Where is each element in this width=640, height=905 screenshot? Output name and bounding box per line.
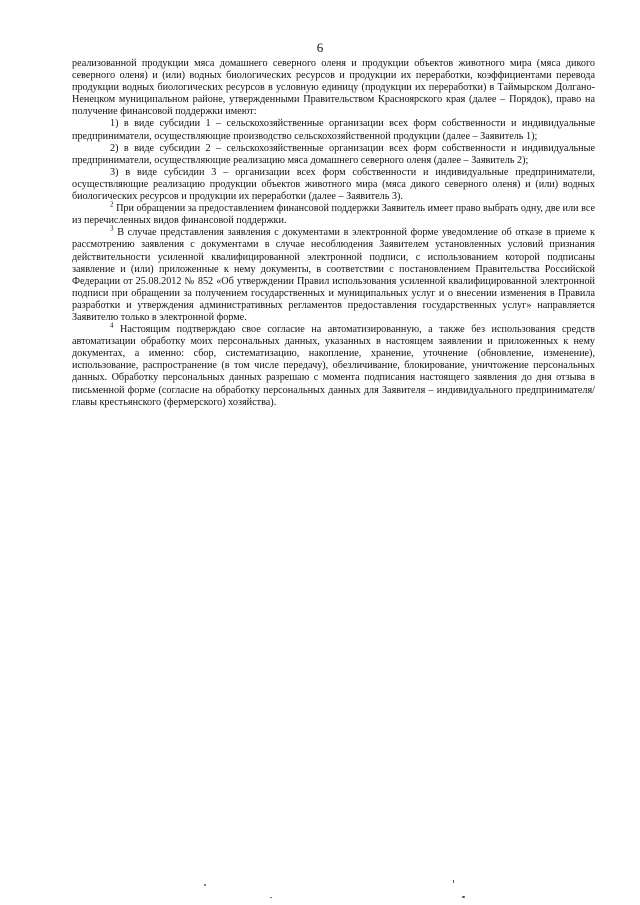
- footnote-mark: 4: [110, 321, 114, 330]
- footnote-text: Настоящим подтверждаю свое согласие на автоматизированную, а также без использования средств автоматизации обработку моих персональных данных, указанных в настоящем заявлении и приложенных к нему документах, а именно: сбор, систематизацию, накопление, хранение, уточнение (обновление, изменение), использование, распространение (в том числе передачу), обезличивание, блокирование, уничтожение персональных данных. Обработку персональных данных разрешаю с момента подписания настоящего заявления до дня отзыва в письменной форме (согласие на обработку персональных данных для Заявителя – индивидуального предпринимателя/главы крестьянского (фермерского) хозяйства).: [72, 324, 595, 408]
- body-paragraph-continuation: реализованной продукции мяса домашнего северного оленя и продукции объектов животного мира (мяса дикого северного оленя) и (или) водных биологических ресурсов и продукции их переработки, коэффициентами перевода продукции водных биологических ресурсов в условную единицу (продукции их переработки) в Таймырском Долгано-Ненецком муниципальном районе, утвержденными Правительством Красноярского края (далее – Порядок), право на получение финансовой поддержки имеют:: [72, 58, 595, 118]
- footnote-2: [72, 200, 595, 227]
- footnote-4: [72, 321, 595, 409]
- footnote-3: [72, 224, 595, 324]
- body-paragraph-subsidy-3: 3) в виде субсидии 3 – организации всех форм собственности и индивидуальные предприниматели, осуществляющие реализацию продукции объектов животного мира (мяса дикого северного оленя) и (или) водных биологических ресурсов и продукции их переработки (далее – Заявитель 3).: [72, 166, 595, 203]
- scan-speck: [270, 897, 272, 898]
- document-body: [72, 58, 595, 409]
- footnote-text: При обращении за предоставлением финансовой поддержки Заявитель имеет право выбрать одну, две или все из перечисленных видов финансовой поддержки.: [72, 203, 595, 227]
- footnote-mark: 3: [110, 224, 114, 233]
- footnote-text: В случае представления заявления с документами в электронной форме уведомление об отказе в приеме к рассмотрению заявления с документами в случае несоблюдения Заявителем установленных условий признания действительности усиленной квалифицированной электронной подписи, с использованием которой подписаны заявление и (или) приложенные к нему документы, в соответствии с постановлением Правительства Российской Федерации от 25.08.2012 № 852 «Об утверждении Правил использования усиленной квалифицированной электронной подписи при обращении за получением государственных и муниципальных услуг и о внесении изменения в Правила разработки и утверждения административных регламентов предоставления государственных услуг» направляется Заявителю только в электронной форме.: [72, 227, 595, 323]
- footnote-mark: 2: [110, 200, 114, 209]
- scan-speck: [462, 896, 465, 898]
- body-paragraph-subsidy-1: 1) в виде субсидии 1 – сельскохозяйственные организации всех форм собственности и индивидуальные предприниматели, осуществляющие производство сельскохозяйственной продукции (далее – Заявитель 1);: [72, 118, 595, 142]
- page-number: 6: [316, 40, 324, 55]
- body-paragraph-subsidy-2: 2) в виде субсидии 2 – сельскохозяйственные организации всех форм собственности и индивидуальные предприниматели, осуществляющие реализацию мяса домашнего северного оленя (далее – Заявитель 2);: [72, 142, 595, 166]
- scan-speck: [453, 880, 454, 883]
- scan-speck: [204, 884, 206, 886]
